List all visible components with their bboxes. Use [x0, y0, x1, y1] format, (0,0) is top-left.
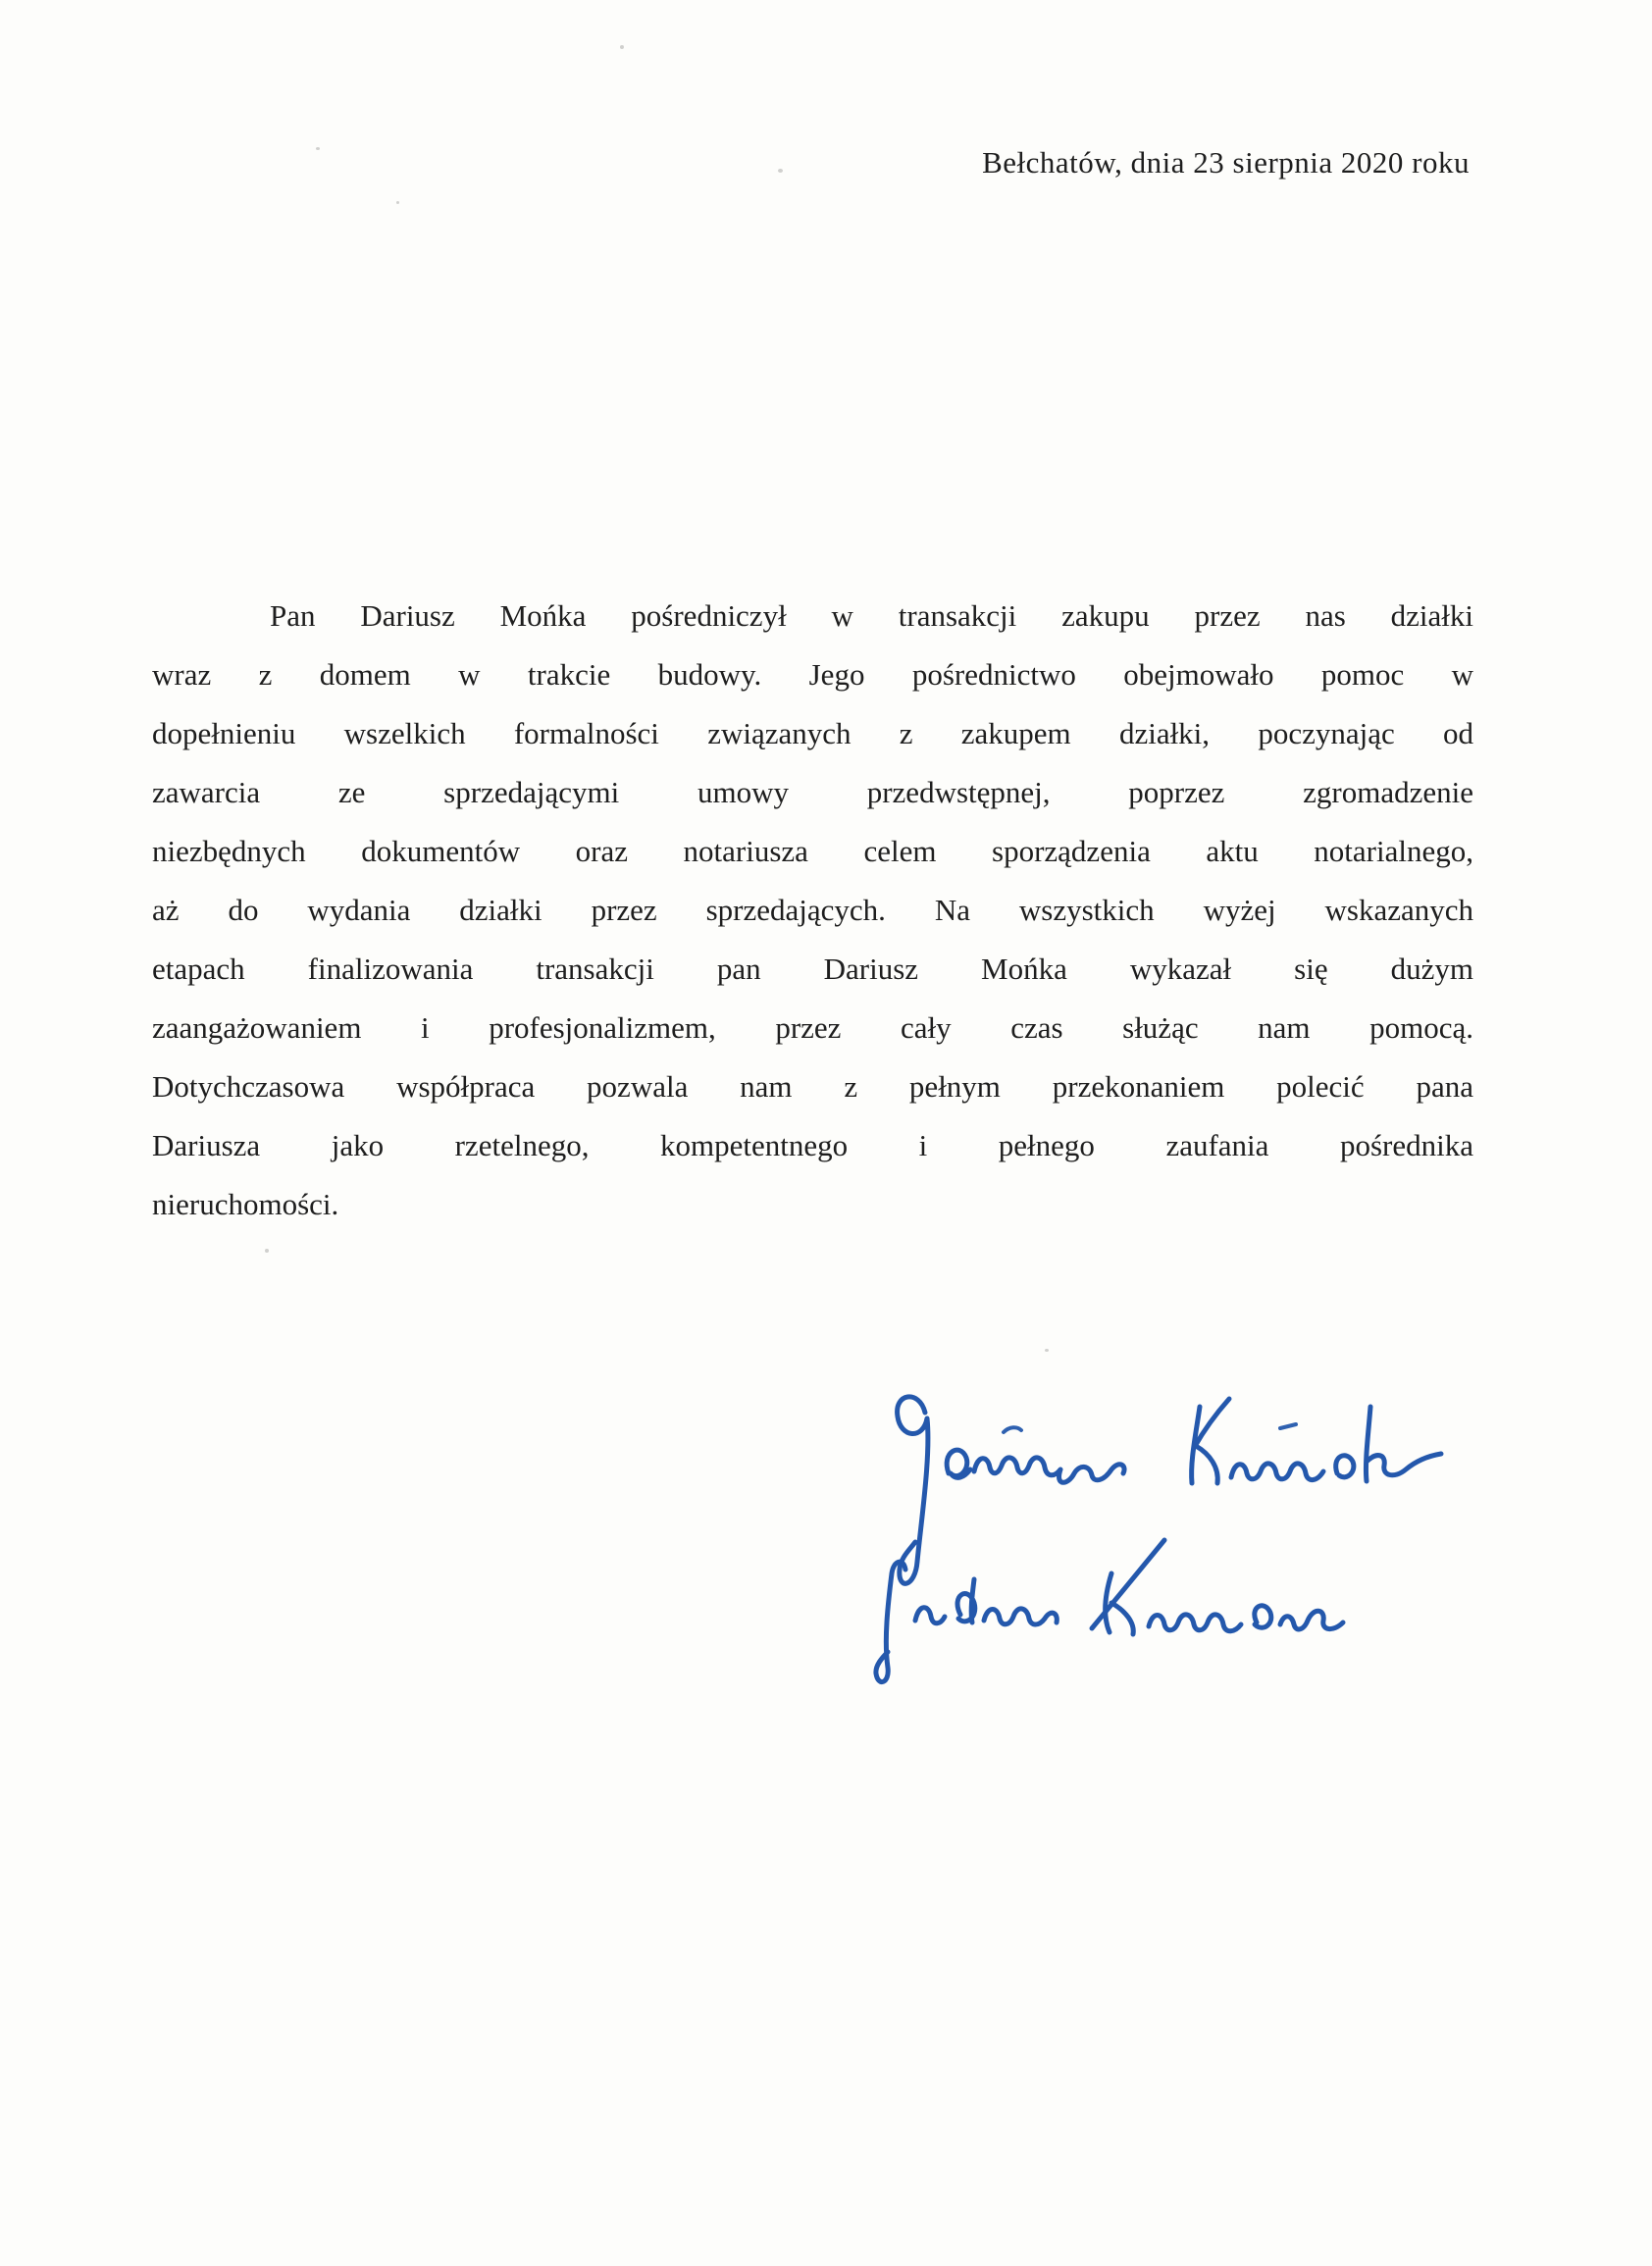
scan-speck — [396, 201, 399, 204]
signature-adam-kaczmarek — [858, 1530, 1368, 1702]
body-line: etapach finalizowania transakcji pan Dariusz Mońka wykazał się dużym — [152, 952, 1473, 986]
scan-speck — [265, 1249, 269, 1253]
body-line: Pan Dariusz Mońka pośredniczył w transakcji zakupu przez nas działki — [270, 598, 1473, 633]
date-line: Bełchatów, dnia 23 sierpnia 2020 roku — [982, 145, 1470, 180]
body-line: niezbędnych dokumentów oraz notariusza celem sporządzenia aktu notarialnego, — [152, 834, 1473, 868]
body-line: zaangażowaniem i profesjonalizmem, przez cały czas służąc nam pomocą. — [152, 1010, 1473, 1045]
body-line: aż do wydania działki przez sprzedających. Na wszystkich wyżej wskazanych — [152, 893, 1473, 927]
signature-adam-kaczmarek-ink — [858, 1530, 1368, 1702]
body-line: Dariusza jako rzetelnego, kompetentnego i pełnego zaufania pośrednika — [152, 1128, 1473, 1162]
body-line: zawarcia ze sprzedającymi umowy przedwstępnej, poprzez zgromadzenie — [152, 775, 1473, 809]
scan-speck — [1045, 1349, 1049, 1352]
scan-speck — [620, 45, 624, 49]
body-line: nieruchomości. — [152, 1187, 339, 1221]
body-line: wraz z domem w trakcie budowy. Jego pośrednictwo obejmowało pomoc w — [152, 657, 1473, 692]
body-line: Dotychczasowa współpraca pozwala nam z pełnym przekonaniem polecić pana — [152, 1069, 1473, 1104]
letter-body — [152, 587, 1473, 1234]
body-line: dopełnieniu wszelkich formalności związanych z zakupem działki, poczynając od — [152, 716, 1473, 750]
